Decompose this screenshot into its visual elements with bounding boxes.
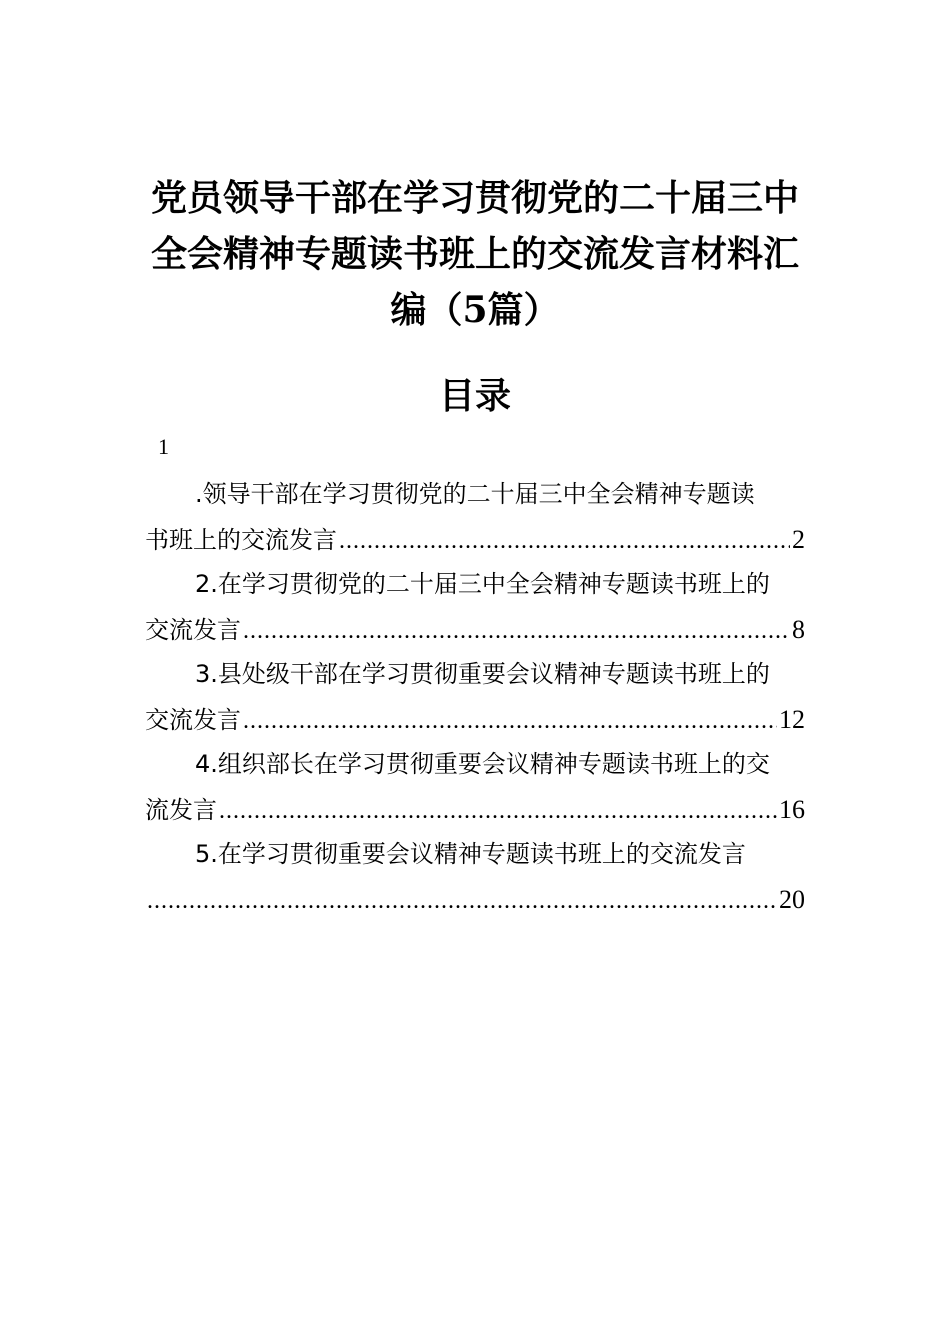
toc-entry-title-cont: 交流发言 [145, 706, 241, 734]
title-line-1: 党员领导干部在学习贯彻党的二十届三中 [150, 177, 799, 219]
toc-entry-3[interactable] [145, 652, 805, 742]
document-title [145, 170, 805, 338]
toc-entry-title: .领导干部在学习贯彻党的二十届三中全会精神专题读 [195, 480, 755, 508]
toc-entry-continuation [145, 697, 805, 742]
toc-item-number: 1 [158, 434, 169, 459]
toc-entry-title-cont: 流发言 [145, 796, 217, 824]
toc-entry-title-cont: 书班上的交流发言 [145, 526, 337, 554]
toc-entry-continuation [145, 877, 805, 922]
title-line-2: 全会精神专题读书班上的交流发言材料汇 [150, 233, 799, 275]
toc-page-number: 20 [779, 885, 805, 914]
toc-entry-title: 5.在学习贯彻重要会议精神专题读书班上的交流发言 [195, 840, 746, 868]
toc-heading: 目录 [438, 375, 511, 417]
toc-dot-leader [147, 879, 777, 922]
toc-dot-leader [339, 519, 790, 562]
table-of-contents [145, 472, 805, 922]
toc-entry-title: 3.县处级干部在学习贯彻重要会议精神专题读书班上的 [195, 660, 770, 688]
toc-page-number: 2 [792, 525, 805, 554]
toc-page-number: 12 [779, 705, 805, 734]
toc-page-number: 16 [779, 795, 805, 824]
toc-entry-title: 4.组织部长在学习贯彻重要会议精神专题读书班上的交 [195, 750, 770, 778]
toc-dot-leader [243, 699, 777, 742]
toc-dot-leader [219, 789, 777, 832]
toc-entry-continuation [145, 517, 805, 562]
toc-entry-1[interactable] [145, 472, 805, 562]
toc-entry-title-cont: 交流发言 [145, 616, 241, 644]
toc-dot-leader [243, 609, 790, 652]
toc-page-number: 8 [792, 615, 805, 644]
toc-entry-5[interactable] [145, 832, 805, 922]
toc-entry-2[interactable] [145, 562, 805, 652]
toc-entry-4[interactable] [145, 742, 805, 832]
toc-entry-continuation [145, 607, 805, 652]
toc-entry-title: 2.在学习贯彻党的二十届三中全会精神专题读书班上的 [195, 570, 770, 598]
toc-entry-continuation [145, 787, 805, 832]
title-line-3: 编（5篇） [390, 289, 560, 331]
